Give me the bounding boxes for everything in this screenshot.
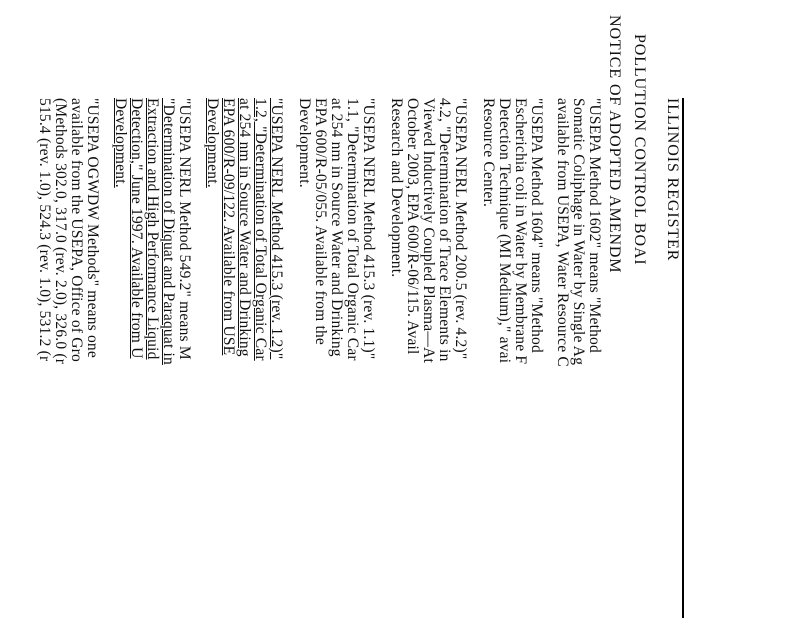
paragraph-line: available from USEPA, Water Resource C <box>554 98 571 367</box>
added-paragraph-line: EPA 600/R-09/122. Available from USE <box>220 98 237 356</box>
paragraph-line: 1.1, "Determination of Total Organic Car <box>344 98 361 361</box>
paragraph-line: 4.2, "Determination of Trace Elements in <box>436 98 453 362</box>
paragraph-line: EPA 600/R-05/055. Available from the <box>312 98 329 346</box>
paragraph-line: Viewed Inductively Coupled Plasma—At <box>420 98 437 363</box>
added-paragraph-line: Extraction and High Performance Liquid <box>144 98 161 360</box>
paragraph-line: "USEPA NERL Method 200.5 (rev. 4.2)" <box>452 98 469 360</box>
paragraph-line: Detection Technique (MI Medium)," avai <box>496 98 513 364</box>
paragraph-line: Somatic Coliphage in Water by Single Ag <box>570 98 587 366</box>
board-title: POLLUTION CONTROL BOAI <box>631 34 648 266</box>
paragraph-line: Escherichia coli in Water by Membrane F <box>512 98 529 365</box>
notice-title: NOTICE OF ADOPTED AMENDM <box>606 15 623 274</box>
added-paragraph-line: at 254 nm in Source Water and Drinking <box>236 98 253 357</box>
paragraph-line: at 254 nm in Source Water and Drinking <box>328 98 345 357</box>
rotated-page-content <box>0 15 702 618</box>
paragraph-line: Resource Center. <box>480 98 497 208</box>
journal-title: ILLINOIS REGISTER <box>664 98 681 262</box>
added-paragraph-line: "USEPA NERL Method 415.3 (rev. 1.2)" <box>268 98 285 360</box>
added-paragraph-line: Development. <box>112 98 129 188</box>
paragraph-line: Development. <box>296 98 313 188</box>
header-rule <box>683 98 685 618</box>
paragraph-line: "USEPA NERL Method 415.3 (rev. 1.1)" <box>360 98 377 360</box>
paragraph-line: "USEPA OGWDW Methods" means one <box>84 98 101 358</box>
paragraph-line: "USEPA NERL Method 549.2" means M <box>176 98 193 360</box>
added-paragraph-line: "Determination of Diquat and Paraquat in <box>160 98 177 365</box>
paragraph-line: (Methods 302.0, 317.0 (rev. 2.0), 326.0 (r <box>52 98 69 365</box>
paragraph-line: available from the USEPA, Office of Gro <box>68 98 85 362</box>
paragraph-line: "USEPA Method 1604" means "Method <box>528 98 545 353</box>
paragraph-line: October 2003, EPA 600/R-06/115. Avail <box>404 98 421 355</box>
added-paragraph-line: Detection," June 1997. Available from U <box>128 98 145 359</box>
paragraph-line: 515.4 (rev. 1.0), 524.3 (rev. 1.0), 531.2 (r <box>36 98 53 362</box>
added-paragraph-line: 1.2, "Determination of Total Organic Car <box>252 98 269 361</box>
added-paragraph-line: Development. <box>204 98 221 188</box>
paragraph-line: Research and Development. <box>388 98 405 278</box>
paragraph-line: "USEPA Method 1602" means "Method <box>586 98 603 353</box>
